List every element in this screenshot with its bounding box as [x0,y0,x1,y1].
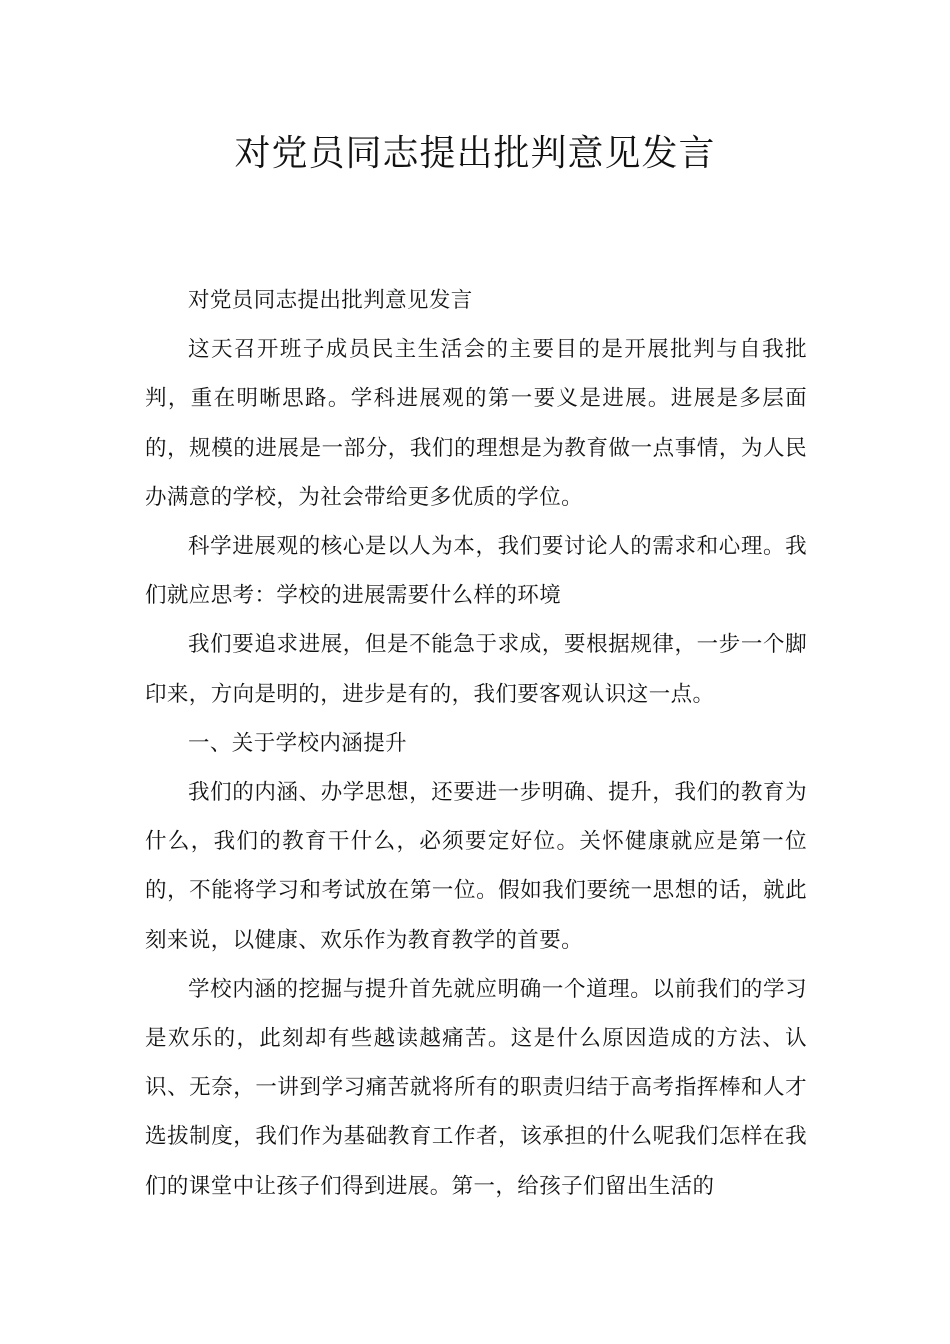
document-title: 对党员同志提出批判意见发言 [234,133,716,174]
paragraph-subtitle: 对党员同志提出批判意见发言 [188,288,473,313]
section-heading: 一、关于学校内涵提升 [188,730,408,756]
paragraph: 科学进展观的核心是以人为本，我们要讨论人的需求和心理。我们就应思考：学校的进展需要什么样的环境 [145,534,807,609]
paragraph: 我们要追求进展，但是不能急于求成，要根据规律，一步一个脚印来，方向是明的，进步是有的，我们要客观认识这一点。 [145,632,807,707]
paragraph: 学校内涵的挖掘与提升首先就应明确一个道理。以前我们的学习是欢乐的，此刻却有些越读越痛苦。这是什么原因造成的方法、认识、无奈，一讲到学习痛苦就将所有的职责归结于高考指挥棒和人才选拔制度，我们作为基础教育工作者，该承担的什么呢我们怎样在我们的课堂中让孩子们得到进展。第一，给孩子们留出生活的 [145,976,807,1199]
document-body [145,276,807,1211]
paragraph: 我们的内涵、办学思想，还要进一步明确、提升，我们的教育为什么，我们的教育干什么，必须要定好位。关怀健康就应是第一位的，不能将学习和考试放在第一位。假如我们要统一思想的话，就此刻来说，以健康、欢乐作为教育教学的首要。 [145,780,807,953]
paragraph: 这天召开班子成员民主生活会的主要目的是开展批判与自我批判，重在明晰思路。学科进展观的第一要义是进展。进展是多层面的，规模的进展是一部分，我们的理想是为教育做一点事情，为人民办满意的学校，为社会带给更多优质的学位。 [145,337,807,510]
